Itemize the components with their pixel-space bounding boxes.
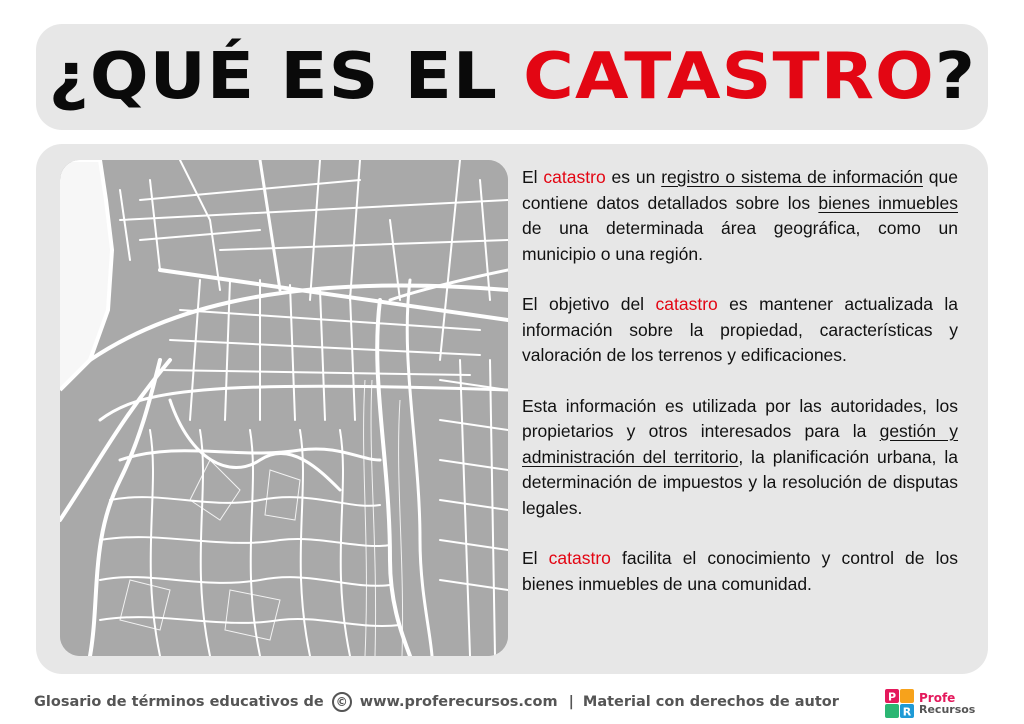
title-prefix: ¿QUÉ ES EL bbox=[48, 40, 523, 114]
footer-separator: | bbox=[568, 694, 574, 710]
text: El objetivo del bbox=[522, 294, 656, 314]
footer-rights-text: Material con derechos de autor bbox=[582, 694, 839, 710]
brand-logo[interactable] bbox=[885, 688, 975, 720]
underlined-phrase: bienes inmuebles bbox=[818, 192, 959, 213]
logo-letter-p: P bbox=[887, 690, 897, 704]
city-map-illustration bbox=[60, 160, 508, 656]
text: , la planificación urbana, la determinación de impuestos y la resolución de disputas legales. bbox=[522, 446, 959, 518]
text: facilita el conocimiento y control de los bienes inmuebles de una comunidad. bbox=[522, 548, 958, 594]
logo-wordmark bbox=[919, 692, 975, 716]
underlined-phrase: gestión y administración del territorio bbox=[522, 421, 959, 467]
footer bbox=[34, 691, 839, 713]
title-highlight: CATASTRO bbox=[522, 40, 935, 114]
emphasis-phrase: mantener actualizada la información sobre la propiedad bbox=[522, 294, 958, 340]
logo-line-2: Recursos bbox=[919, 703, 976, 716]
text: , características y valoración de los terrenos y edificaciones. bbox=[522, 319, 958, 365]
text: El bbox=[522, 167, 544, 187]
paragraph-3 bbox=[522, 394, 958, 522]
footer-website-link[interactable]: www.proferecursos.com bbox=[359, 694, 558, 710]
term-catastro: catastro bbox=[543, 167, 606, 187]
profe-recursos-logo-icon bbox=[885, 689, 915, 719]
term-catastro: catastro bbox=[548, 548, 611, 568]
paragraph-2 bbox=[522, 292, 958, 369]
page-title bbox=[48, 40, 975, 114]
paragraph-1 bbox=[522, 165, 958, 267]
text: de una determinada área geográfica, como un municipio o una región. bbox=[522, 218, 958, 264]
term-catastro: catastro bbox=[655, 294, 718, 314]
logo-line-1: Profe bbox=[919, 691, 956, 705]
city-map-graphic bbox=[60, 160, 508, 656]
text: es bbox=[717, 294, 760, 314]
title-suffix: ? bbox=[934, 40, 976, 114]
text: es un bbox=[605, 167, 662, 187]
title-banner bbox=[36, 24, 988, 130]
text: El bbox=[522, 548, 549, 568]
logo-letter-r: R bbox=[902, 705, 912, 719]
text: Esta información es utilizada por las autoridades, los propietarios y otros interesados para la bbox=[522, 395, 958, 441]
text: que contiene datos detallados sobre los bbox=[522, 167, 958, 213]
copyright-icon: © bbox=[332, 692, 352, 712]
underlined-phrase: registro o sistema de información bbox=[661, 167, 923, 187]
paragraph-4 bbox=[522, 546, 958, 597]
definition-text bbox=[522, 165, 958, 622]
footer-glossary-text: Glosario de términos educativos de bbox=[34, 694, 324, 710]
